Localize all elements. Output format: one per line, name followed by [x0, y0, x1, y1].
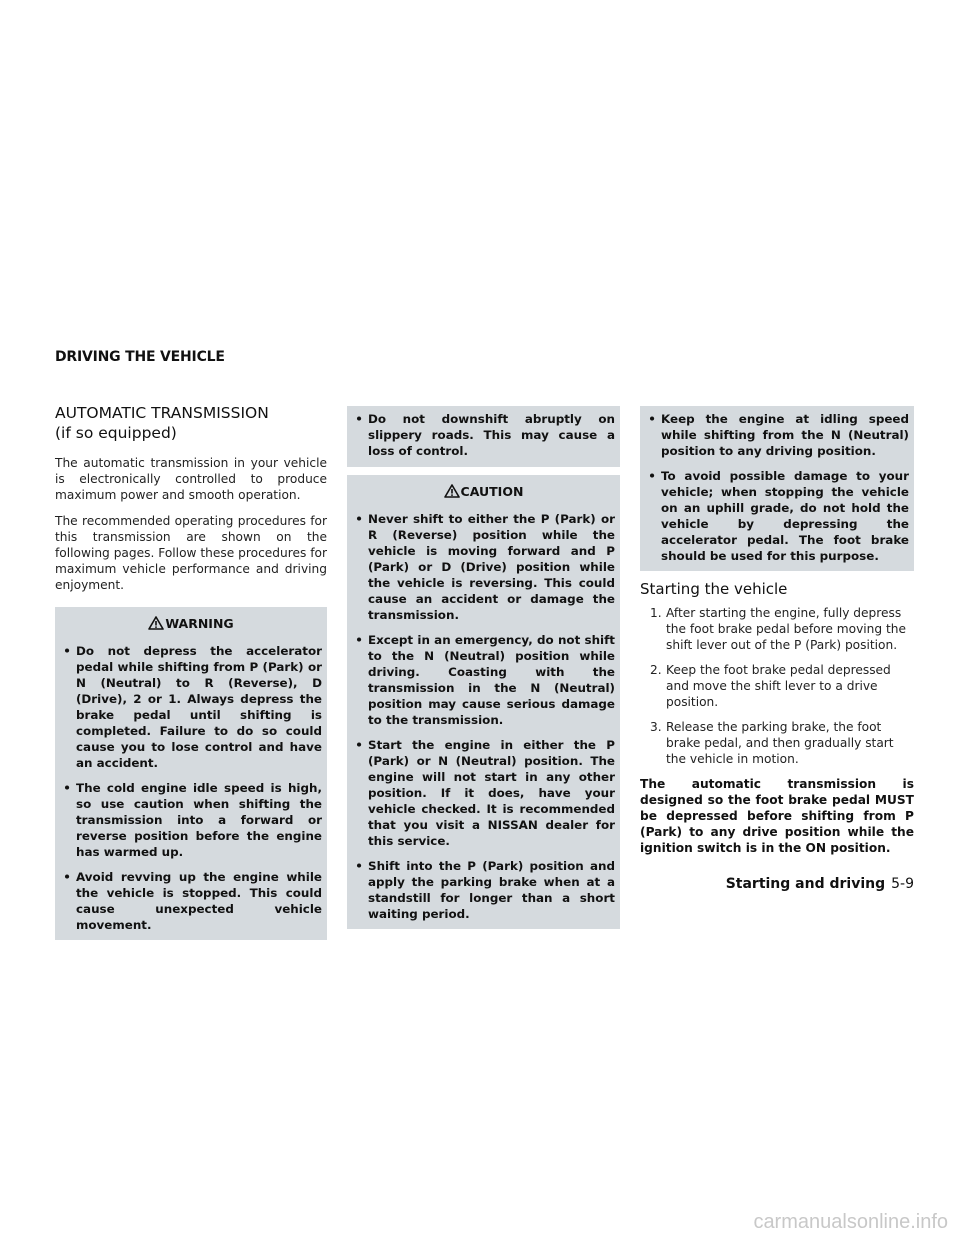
bullet: • — [355, 512, 363, 526]
title-line-2: (if so equipped) — [55, 424, 177, 442]
caution-item: • Except in an emergency, do not shift to the N (Neutral) position while driving. Coasting with the transmission in the N (Neutral) position may cause serious damage to the transmission. — [355, 633, 615, 727]
important-note: The automatic transmission is designed so the foot brake pedal MUST be depressed before shifting from P (Park) to any drive position while the ignition switch is in the ON position. — [640, 777, 914, 855]
caution-item: • Never shift to either the P (Park) or R (Reverse) position while the vehicle is moving forward and P (Park) or D (Drive) position while the vehicle is reversing. This could cause an accident or damage the transmission. — [355, 512, 615, 622]
intro-paragraph: The automatic transmission in your vehicle is electronically controlled to produce maximum power and smooth operation. — [55, 456, 327, 502]
caution-list-continued — [645, 411, 909, 564]
warning-triangle-icon — [148, 616, 164, 630]
column-1 — [55, 403, 327, 940]
step-item: 3. Release the parking brake, the foot brake pedal, and then gradually start the vehicle in motion. — [650, 720, 894, 766]
warning-item: • The cold engine idle speed is high, so use caution when shifting the transmission into a forward or reverse position before the engine has warmed up. — [63, 781, 322, 859]
page-footer — [726, 876, 914, 892]
caution-box — [347, 475, 620, 929]
warning-box-continued — [347, 406, 620, 467]
caution-list — [352, 511, 615, 922]
page-number: 5-9 — [891, 876, 914, 892]
warning-item: • Avoid revving up the engine while the vehicle is stopped. This could cause unexpected vehicle movement. — [63, 870, 322, 932]
step-number: 2. — [650, 663, 662, 677]
column-2 — [347, 406, 620, 929]
column-3 — [640, 406, 914, 856]
warning-list-continued — [352, 411, 615, 459]
bullet: • — [355, 633, 363, 647]
bullet: • — [63, 644, 71, 658]
caution-item: • Shift into the P (Park) position and apply the parking brake when at a standstill for longer than a short waiting period. — [355, 859, 615, 921]
bullet: • — [63, 781, 71, 795]
warning-item: • Do not downshift abruptly on slippery roads. This may cause a loss of control. — [355, 412, 615, 458]
caution-item: • Keep the engine at idling speed while shifting from the N (Neutral) position to any driving position. — [648, 412, 909, 458]
bullet: • — [648, 412, 656, 426]
warning-list — [60, 643, 322, 933]
step-item: 2. Keep the foot brake pedal depressed and move the shift lever to a drive position. — [650, 663, 891, 709]
caution-box-continued — [640, 406, 914, 571]
bullet: • — [355, 412, 363, 426]
caution-label: CAUTION — [460, 484, 524, 499]
step-number: 1. — [650, 606, 662, 620]
watermark: carmanualsonline.info — [753, 1211, 948, 1233]
procedures-paragraph: The recommended operating procedures for this transmission are shown on the following pages. Follow these procedures for maximum vehicle performance and driving enjoyment. — [55, 514, 327, 592]
warning-label: WARNING — [165, 616, 234, 631]
caution-triangle-icon — [444, 484, 460, 498]
caution-item: • Start the engine in either the P (Park) or N (Neutral) position. The engine will not start in any other position. If it does, have your vehicle checked. It is recommended that you visit a NISSAN dealer for this service. — [355, 738, 615, 848]
warning-item: • Do not depress the accelerator pedal while shifting from P (Park) or N (Neutral) to R (Reverse), D (Drive), 2 or 1. Always depress the brake pedal until shifting is completed. Failure to do so could cause you to lose control and have an accident. — [63, 644, 322, 770]
section-header: DRIVING THE VEHICLE — [55, 349, 225, 365]
bullet: • — [355, 859, 363, 873]
bullet: • — [648, 469, 656, 483]
caution-item: • To avoid possible damage to your vehicle; when stopping the vehicle on an uphill grade, do not hold the vehicle by depressing the accelerator pedal. The foot brake should be used for this purpose. — [648, 469, 909, 563]
bullet: • — [355, 738, 363, 752]
page-title — [55, 403, 327, 443]
step-item: 1. After starting the engine, fully depress the foot brake pedal before moving the shift lever out of the P (Park) position. — [650, 606, 907, 652]
warning-box — [55, 607, 327, 940]
steps-list — [640, 605, 914, 767]
section-subtitle: Starting the vehicle — [640, 580, 788, 598]
step-number: 3. — [650, 720, 662, 734]
caution-header — [352, 481, 615, 503]
warning-header — [60, 613, 322, 635]
footer-section: Starting and driving — [725, 876, 886, 892]
title-line-1: AUTOMATIC TRANSMISSION — [55, 404, 269, 422]
bullet: • — [63, 870, 71, 884]
